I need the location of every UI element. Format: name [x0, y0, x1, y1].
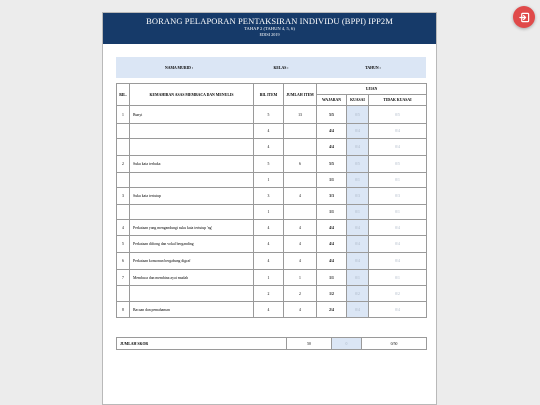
year-label: TAHUN : — [365, 65, 381, 70]
report-form-page — [102, 12, 437, 405]
row-kuasai: 0/3 — [347, 188, 369, 205]
row-wajaran: 2/4 — [317, 302, 347, 318]
row-kuasai: 0/4 — [347, 236, 369, 253]
assessment-table-wrapper — [116, 83, 426, 318]
row-kuasai: 0/4 — [347, 139, 369, 156]
header-bil: BIL. — [117, 84, 130, 106]
row-kuasai: 0/4 — [347, 124, 369, 139]
total-tidak-kuasai: 0/50 — [362, 338, 427, 350]
row-wajaran: 5/5 — [317, 156, 347, 173]
row-bil-item: 4 — [254, 220, 284, 236]
row-kuasai: 0/1 — [347, 270, 369, 286]
row-bil: 8 — [117, 302, 130, 318]
table-row — [117, 253, 427, 270]
row-kuasai: 0/5 — [347, 156, 369, 173]
header-kuasai: KUASAI — [347, 95, 369, 106]
row-bil-item: 5 — [254, 156, 284, 173]
row-kuasai: 0/1 — [347, 173, 369, 188]
row-jumlah-item: 4 — [284, 236, 317, 253]
row-bil: 4 — [117, 220, 130, 236]
row-wajaran: 4/4 — [317, 124, 347, 139]
header-bil-item: BIL ITEM — [254, 84, 284, 106]
row-tidak-kuasai: 0/5 — [369, 106, 427, 124]
row-bil: 6 — [117, 253, 130, 270]
row-skill: Bacaan dan pemahaman — [130, 302, 254, 318]
row-tidak-kuasai: 0/1 — [369, 173, 427, 188]
student-name-label: NAMA MURID : — [164, 65, 194, 70]
row-wajaran: 4/4 — [317, 253, 347, 270]
row-skill: Perkataan konsonan bergabung digraf — [130, 253, 254, 270]
assessment-table-body — [117, 106, 427, 318]
class-label: KELAS : — [273, 65, 289, 70]
header-tidak-kuasai: TIDAK KUASAI — [369, 95, 427, 106]
row-bil: 1 — [117, 106, 130, 124]
row-tidak-kuasai: 0/4 — [369, 124, 427, 139]
row-jumlah-item: 4 — [284, 188, 317, 205]
table-row — [117, 139, 427, 156]
table-row — [117, 205, 427, 220]
table-row — [117, 188, 427, 205]
row-tidak-kuasai: 0/4 — [369, 302, 427, 318]
row-wajaran: 1/1 — [317, 205, 347, 220]
row-bil — [117, 173, 130, 188]
row-wajaran: 4/4 — [317, 236, 347, 253]
table-row — [117, 286, 427, 302]
row-bil — [117, 205, 130, 220]
row-bil — [117, 124, 130, 139]
row-jumlah-item — [284, 124, 317, 139]
row-tidak-kuasai: 0/4 — [369, 139, 427, 156]
row-tidak-kuasai: 0/4 — [369, 253, 427, 270]
table-row — [117, 302, 427, 318]
student-info-bar — [116, 57, 426, 78]
total-jumlah: 50 — [287, 338, 332, 350]
row-skill: Perkataan diftong dan vokal berganding — [130, 236, 254, 253]
row-bil-item: 1 — [254, 205, 284, 220]
year-field[interactable] — [320, 57, 426, 78]
row-bil — [117, 139, 130, 156]
row-skill: Bunyi — [130, 106, 254, 124]
row-wajaran: 1/1 — [317, 270, 347, 286]
total-score-label: JUMLAH SKOR — [117, 338, 287, 350]
table-row — [117, 220, 427, 236]
row-skill: Suku kata tertutup — [130, 188, 254, 205]
table-row — [117, 156, 427, 173]
row-jumlah-item — [284, 173, 317, 188]
row-skill — [130, 286, 254, 302]
row-tidak-kuasai: 0/1 — [369, 270, 427, 286]
row-wajaran: 1/1 — [317, 173, 347, 188]
row-bil: 5 — [117, 236, 130, 253]
row-skill: Membaca dan membina ayat mudah — [130, 270, 254, 286]
row-jumlah-item: 2 — [284, 286, 317, 302]
row-skill — [130, 124, 254, 139]
row-tidak-kuasai: 0/4 — [369, 236, 427, 253]
row-bil-item: 4 — [254, 302, 284, 318]
row-tidak-kuasai: 0/4 — [369, 220, 427, 236]
row-kuasai: 0/4 — [347, 253, 369, 270]
row-bil-item: 4 — [254, 236, 284, 253]
header-ujian: UJIAN — [317, 84, 427, 95]
row-bil: 2 — [117, 156, 130, 173]
row-wajaran: 4/4 — [317, 220, 347, 236]
row-wajaran: 5/5 — [317, 106, 347, 124]
row-jumlah-item: 6 — [284, 156, 317, 173]
table-row — [117, 236, 427, 253]
row-kuasai: 0/4 — [347, 220, 369, 236]
row-jumlah-item — [284, 139, 317, 156]
row-bil-item: 3 — [254, 188, 284, 205]
form-header — [103, 13, 436, 44]
row-kuasai: 0/5 — [347, 106, 369, 124]
row-jumlah-item — [284, 205, 317, 220]
row-tidak-kuasai: 0/2 — [369, 286, 427, 302]
row-jumlah-item: 4 — [284, 253, 317, 270]
row-bil-item: 4 — [254, 253, 284, 270]
row-bil — [117, 286, 130, 302]
header-jumlah-item: JUMLAH ITEM — [284, 84, 317, 106]
row-wajaran: 4/4 — [317, 139, 347, 156]
row-jumlah-item: 4 — [284, 220, 317, 236]
row-bil: 7 — [117, 270, 130, 286]
row-skill — [130, 205, 254, 220]
total-score-section — [116, 337, 426, 350]
header-skill: KEMAHIRAN ASAS MEMBACA DAN MENULIS — [130, 84, 254, 106]
row-wajaran: 1/2 — [317, 286, 347, 302]
table-row — [117, 124, 427, 139]
row-bil-item: 1 — [254, 173, 284, 188]
row-skill — [130, 173, 254, 188]
row-tidak-kuasai: 0/1 — [369, 205, 427, 220]
row-skill: Suku kata terbuka — [130, 156, 254, 173]
form-title: BORANG PELAPORAN PENTAKSIRAN INDIVIDU (BPPI) IPP2M — [146, 16, 393, 26]
form-subtitle: TAHAP 2 (TAHUN 4, 5, 6) — [244, 26, 295, 31]
row-skill — [130, 139, 254, 156]
row-jumlah-item: 13 — [284, 106, 317, 124]
table-row — [117, 270, 427, 286]
row-tidak-kuasai: 0/5 — [369, 156, 427, 173]
exit-button[interactable] — [513, 6, 535, 28]
student-name-field[interactable] — [116, 57, 242, 78]
row-bil-item: 5 — [254, 106, 284, 124]
row-bil-item: 1 — [254, 270, 284, 286]
row-jumlah-item: 4 — [284, 302, 317, 318]
row-tidak-kuasai: 0/3 — [369, 188, 427, 205]
header-wajaran: WAJARAN — [317, 95, 347, 106]
total-score-table — [116, 337, 427, 350]
assessment-table — [116, 83, 427, 318]
row-bil: 3 — [117, 188, 130, 205]
table-row — [117, 173, 427, 188]
row-jumlah-item: 1 — [284, 270, 317, 286]
row-bil-item: 4 — [254, 139, 284, 156]
row-skill: Perkataan yang mengandungi suku kata tertutup 'ng' — [130, 220, 254, 236]
row-kuasai: 0/2 — [347, 286, 369, 302]
row-wajaran: 3/3 — [317, 188, 347, 205]
exit-icon — [519, 12, 530, 23]
row-kuasai: 0/1 — [347, 205, 369, 220]
table-row — [117, 106, 427, 124]
row-bil-item: 4 — [254, 124, 284, 139]
row-kuasai: 0/4 — [347, 302, 369, 318]
form-edition: EDISI 2019 — [259, 32, 280, 37]
row-bil-item: 2 — [254, 286, 284, 302]
class-field[interactable] — [242, 57, 320, 78]
total-kuasai: 0 — [332, 338, 362, 350]
